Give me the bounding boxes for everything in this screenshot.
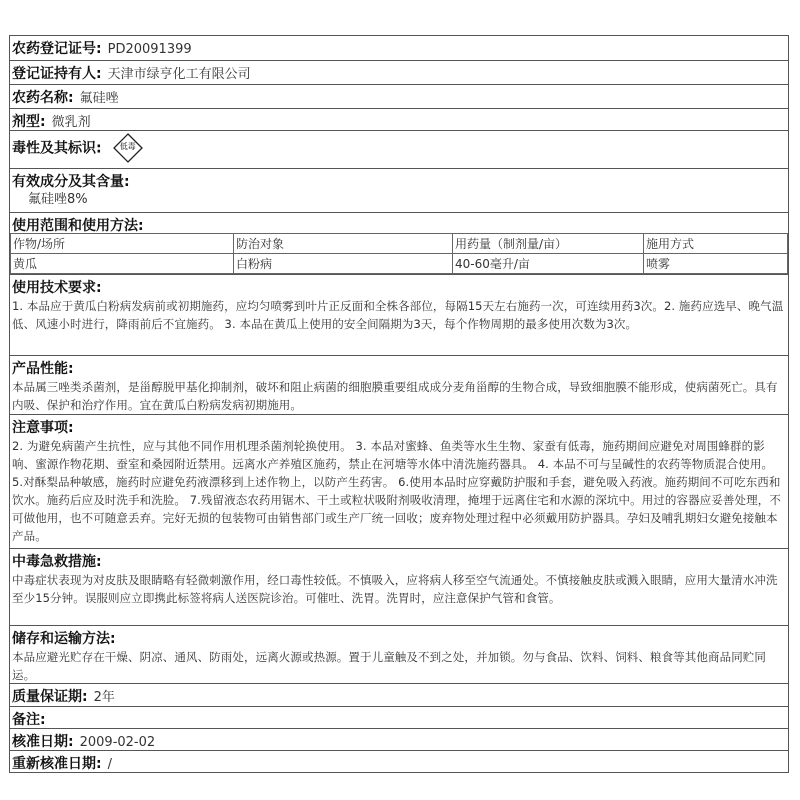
usage-header-cell: 施用方式 [644, 234, 788, 254]
table-row [11, 254, 788, 274]
storage-label: 储存和运输方法: [12, 631, 116, 647]
holder-label: 登记证持有人: [12, 66, 102, 82]
technique-text: 1. 本品应于黄瓜白粉病发病前或初期施药，应均匀喷雾到叶片正反面和全株各部位，每隔15天左右施药一次，可连续用药3次。2. 施药应选早、晚气温低、风速小时进行，降雨前后不宜施药。 3. 本品在黄瓜上使用的安全间隔期为3天，每个作物周期的最多使用次数为3次。 [12, 299, 784, 331]
registration-number-label: 农药登记证号: [12, 41, 102, 57]
reapproval-date-row [9, 750, 789, 773]
usage-label: 使用范围和使用方法: [12, 218, 144, 234]
toxicity-diamond-icon [113, 133, 143, 163]
precautions-section [9, 414, 789, 548]
usage-cell-target: 白粉病 [234, 254, 453, 274]
ingredients-label: 有效成分及其含量: [12, 174, 130, 190]
precautions-text: 2. 为避免病菌产生抗性，应与其他不同作用机理杀菌剂轮换使用。 3. 本品对蜜蜂、鱼类等水生生物、家蚕有低毒，施药期间应避免对周围蜂群的影响、蜜源作物花期、蚕室和桑园附近禁用。远离水产养殖区施药，禁止在河塘等水体中清洗施药器具。 4. 本品不可与呈碱性的农药等物质混合使用。 5.对酥梨品种敏感，施药时应避免药液漂移到上述作物上，以防产生药害。 6.使用本品时应穿戴防护服和手套，避免吸入药液。施药期间不可吃东西和饮水。施药后应及时洗手和洗脸。 7.残留液态农药用锯木、干土或粒状吸附剂吸收清理，掩埋于远离住宅和水源的深坑中。用过的容器应妥善处理，不可做他用，也不可随意丢弃。完好无损的包装物可由销售部门或生产厂统一回收；废弃物处理过程中必须戴用防护器具。孕妇及哺乳期妇女避免接触本产品。 [12, 439, 781, 543]
ingredients-section [9, 168, 789, 212]
usage-cell-method: 喷雾 [644, 254, 788, 274]
reapproval-date-value: / [107, 757, 112, 772]
toxicity-badge-text: 低毒 [119, 142, 136, 151]
label-sheet [9, 35, 789, 773]
formulation-value: 微乳剂 [51, 115, 91, 130]
first-aid-section [9, 548, 789, 625]
properties-text: 本品属三唑类杀菌剂，是甾醇脱甲基化抑制剂，破坏和阻止病菌的细胞膜重要组成成分麦角甾醇的生物合成，导致细胞膜不能形成，使病菌死亡。具有内吸、保护和治疗作用。宜在黄瓜白粉病发病初期施用。 [12, 380, 778, 412]
usage-cell-dosage: 40-60毫升/亩 [453, 254, 644, 274]
precautions-label: 注意事项: [12, 420, 74, 436]
remarks-label: 备注: [12, 712, 46, 728]
registration-number-row [9, 35, 789, 60]
warranty-row [9, 683, 789, 706]
toxicity-row [9, 130, 789, 168]
usage-cell-crop: 黄瓜 [11, 254, 234, 274]
storage-text: 本品应避光贮存在干燥、阴凉、通风、防雨处，远离火源或热源。置于儿童触及不到之处，并加锁。勿与食品、饮料、饲料、粮食等其他商品同贮同运。 [12, 650, 766, 682]
properties-section [9, 355, 789, 414]
holder-row [9, 60, 789, 84]
pesticide-name-row [9, 84, 789, 108]
first-aid-label: 中毒急救措施: [12, 554, 102, 570]
usage-label-row [9, 212, 789, 233]
formulation-label: 剂型: [12, 114, 46, 130]
usage-header-cell: 用药量（制剂量/亩） [453, 234, 644, 254]
holder-value: 天津市绿亨化工有限公司 [107, 67, 251, 82]
usage-table-wrap [9, 233, 789, 274]
reapproval-date-label: 重新核准日期: [12, 756, 102, 772]
storage-section [9, 625, 789, 683]
pesticide-name-value: 氟硅唑 [79, 91, 119, 106]
usage-header-cell: 防治对象 [234, 234, 453, 254]
properties-label: 产品性能: [12, 361, 74, 377]
toxicity-label: 毒性及其标识: [12, 140, 102, 157]
approval-date-row [9, 728, 789, 750]
technique-section [9, 274, 789, 355]
warranty-value: 2年 [93, 690, 115, 705]
approval-date-value: 2009-02-02 [79, 735, 156, 750]
remarks-row [9, 706, 789, 728]
approval-date-label: 核准日期: [12, 734, 74, 750]
warranty-label: 质量保证期: [12, 689, 88, 705]
formulation-row [9, 108, 789, 130]
registration-number-value: PD20091399 [107, 42, 192, 57]
pesticide-name-label: 农药名称: [12, 90, 74, 106]
first-aid-text: 中毒症状表现为对皮肤及眼睛略有轻微刺激作用，经口毒性较低。不慎吸入，应将病人移至空气流通处。不慎接触皮肤或溅入眼睛，应用大量清水冲洗至少15分钟。误服则应立即携此标签将病人送医院诊治。可催吐、洗胃。洗胃时，应注意保护气管和食管。 [12, 573, 778, 605]
usage-header-cell: 作物/场所 [11, 234, 234, 254]
usage-table-header [11, 234, 788, 254]
ingredients-value: 氟硅唑8% [28, 192, 88, 207]
usage-table [10, 233, 788, 274]
technique-label: 使用技术要求: [12, 280, 102, 296]
